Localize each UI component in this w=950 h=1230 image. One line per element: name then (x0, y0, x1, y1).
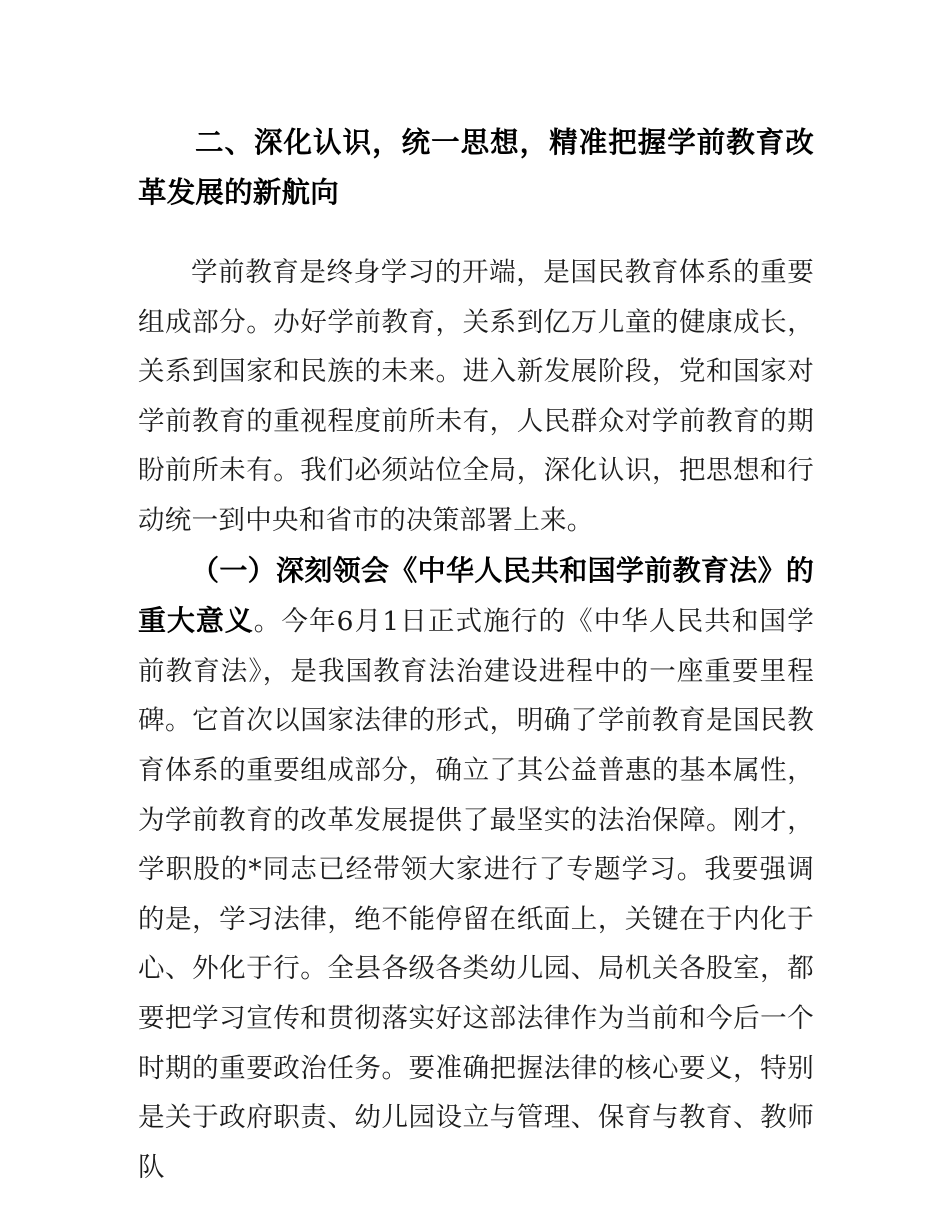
subsection-heading-lead: （一）深刻领会《中华人民共和国学前教育法》的重大意义 (138, 554, 814, 637)
subsection-body-text: 。今年6月1日正式施行的《中华人民共和国学前教育法》，是我国教育法治建设进程中的一座重要里程碑。它首次以国家法律的形式，明确了学前教育是国民教育体系的重要组成部分，确立了其公益普惠的基本属性，为学前教育的改革发展提供了最坚实的法治保障。刚才，学职股的*同志已经带领大家进行了专题学习。我要强调的是，学习法律，绝不能停留在纸面上，关键在于内化于心、外化于行。全县各级各类幼儿园、局机关各股室，都要把学习宣传和贯彻落实好这部法律作为当前和今后一个时期的重要政治任务。要准确把握法律的核心要义，特别是关于政府职责、幼儿园设立与管理、保育与教育、教师队 (138, 606, 814, 1183)
page-text-column (138, 118, 814, 1192)
section-heading: 二、深化认识，统一思想，精准把握学前教育改革发展的新航向 (138, 127, 814, 209)
subsection-paragraph-1 (138, 546, 814, 1193)
body-paragraph-1: 学前教育是终身学习的开端，是国民教育体系的重要组成部分。办好学前教育，关系到亿万儿童的健康成长，关系到国家和民族的未来。进入新发展阶段，党和国家对学前教育的重视程度前所未有，人民群众对学前教育的期盼前所未有。我们必须站位全局，深化认识，把思想和行动统一到中央和省市的决策部署上来。 (138, 257, 814, 536)
